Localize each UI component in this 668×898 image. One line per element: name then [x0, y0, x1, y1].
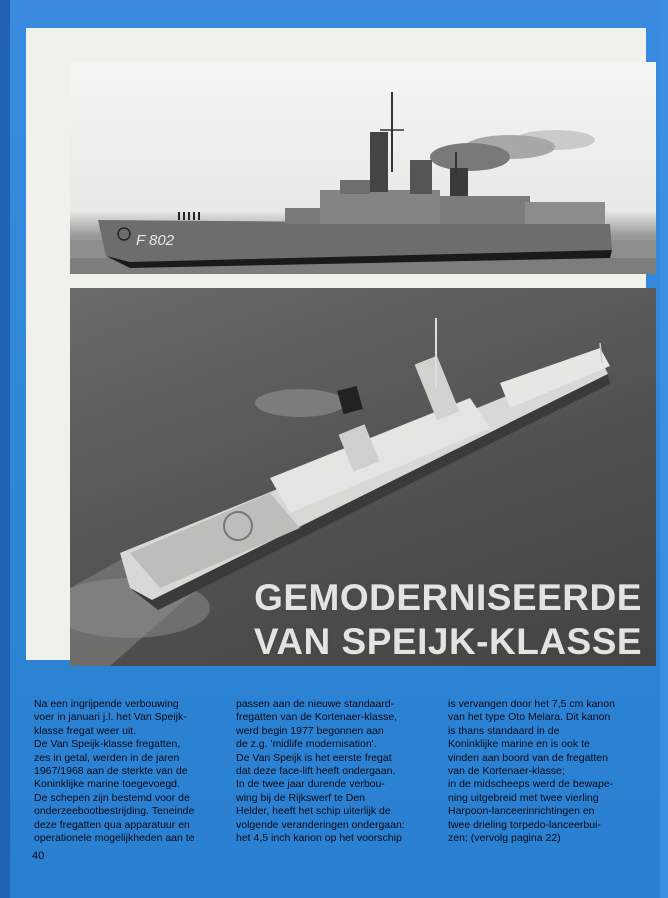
text-line: Koninklijke marine toegevoegd. — [34, 778, 180, 791]
text-line: 1967/1968 aan de sterkte van de — [34, 765, 188, 778]
text-line: ning uitgebreid met twee vierling — [448, 791, 599, 804]
ship-side-photo — [70, 62, 656, 274]
photo-frame — [26, 28, 646, 660]
text-line: Helder, heeft het schip uiterlijk de — [236, 805, 391, 818]
text-line: is vervangen door het 7,5 cm kanon — [448, 698, 615, 710]
text-line: is thans standaard in de — [448, 724, 560, 737]
text-line: fregatten van de Kortenaer-klasse, — [236, 711, 398, 724]
text-line: vinden aan boord van de fregatten — [448, 751, 608, 764]
text-line: werd begin 1977 begonnen aan — [236, 724, 384, 737]
text-line: volgende veranderingen ondergaan: — [236, 818, 405, 831]
article-column-3 — [448, 698, 646, 845]
text-line: klasse fregat weer uit. — [34, 724, 137, 737]
text-line: passen aan de nieuwe standaard- — [236, 698, 395, 710]
text-line: wing bij de Rijkswerf te Den — [236, 791, 365, 804]
headline-line-2: VAN SPEIJK-KLASSE — [253, 621, 643, 662]
text-line: de z.g. 'midlife modernisation'. — [236, 738, 377, 751]
text-line: De Van Speijk-klasse fregatten, — [34, 738, 181, 751]
article-headline — [244, 576, 652, 664]
text-line: twee drieling torpedo-lanceerbui- — [448, 818, 601, 831]
text-line: operationele mogelijkheden aan te — [34, 832, 195, 845]
text-line: in de midscheeps werd de bewape- — [448, 778, 614, 791]
text-line: Na een ingrijpende verbouwing — [34, 698, 179, 710]
text-line: dat deze face-lift heeft ondergaan. — [236, 765, 396, 778]
text-line: voer in januari j.l. het Van Speijk- — [34, 711, 187, 724]
text-line: Harpoon-lanceerinrichtingen en — [448, 805, 595, 818]
text-line: het 4,5 inch kanon op het voorschip — [236, 832, 402, 845]
text-line: zen; (vervolg pagina 22) — [448, 832, 561, 845]
text-line: Koninklijke marine en is ook te — [448, 738, 590, 751]
article-body — [34, 698, 646, 845]
article-column-1 — [34, 698, 232, 845]
text-line: onderzeebootbestrijding. Teneinde — [34, 805, 195, 818]
text-line: De schepen zijn bestemd voor de — [34, 791, 190, 804]
ship-side-illustration — [70, 62, 656, 274]
hull-marking: F 802 — [136, 232, 175, 249]
text-line: zes in getal, werden in de jaren — [34, 751, 180, 764]
page-number: 40 — [32, 850, 45, 862]
text-line: In de twee jaar durende verbou- — [236, 778, 385, 791]
text-line: van de Kortenaer-klasse; — [448, 765, 565, 778]
text-line: deze fregatten qua apparatuur en — [34, 818, 190, 831]
headline-line-1: GEMODERNISEERDE — [254, 577, 642, 618]
article-column-2 — [236, 698, 434, 845]
text-line: van het type Oto Melara. Dit kanon — [448, 711, 611, 724]
text-line: De Van Speijk is het eerste fregat — [236, 751, 392, 764]
